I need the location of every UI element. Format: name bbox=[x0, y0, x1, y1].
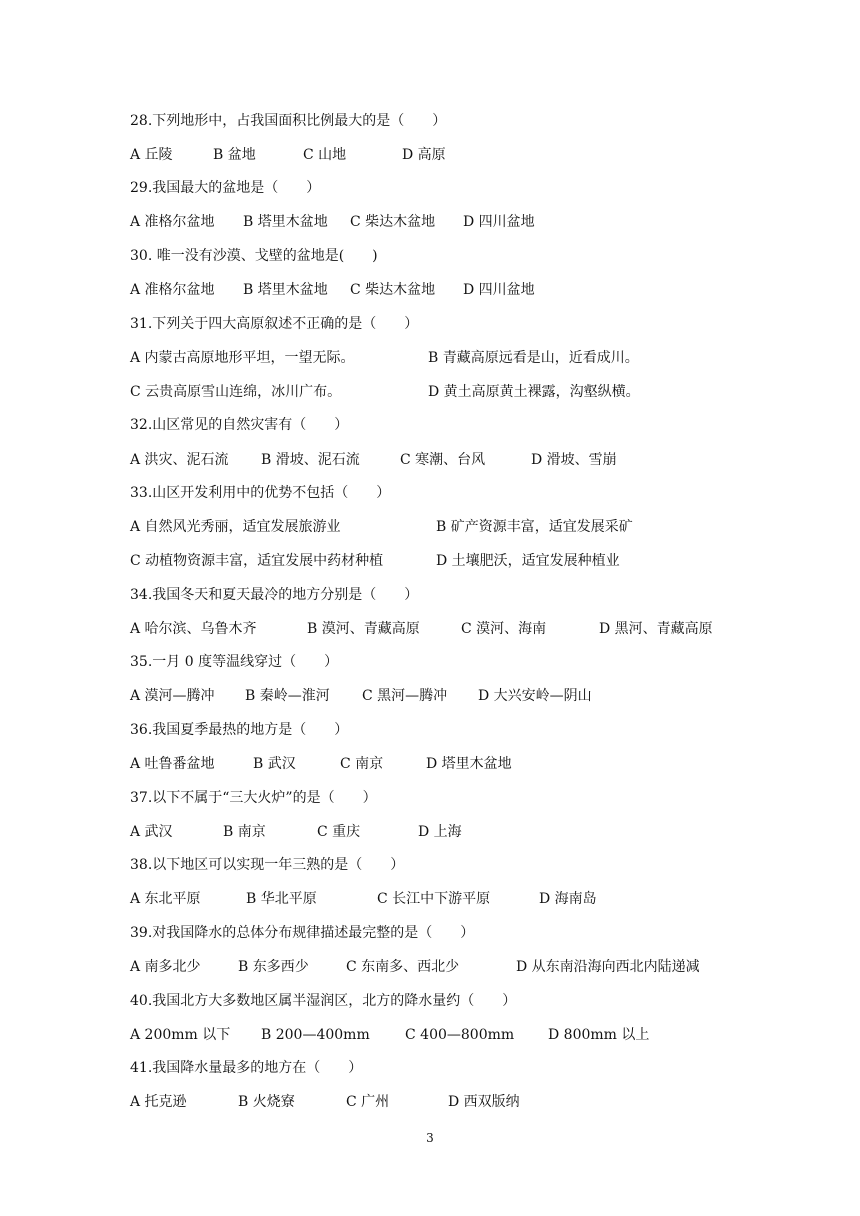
option-d: D 黑河、青藏高原 bbox=[599, 621, 713, 637]
option-a: A 吐鲁番盆地 bbox=[130, 756, 215, 772]
option-a: A 武汉 bbox=[130, 824, 173, 840]
option-b: B 塔里木盆地 bbox=[243, 214, 328, 230]
option-c: C 山地 bbox=[303, 147, 347, 163]
question-stem: 39.对我国降水的总体分布规律描述最完整的是（ ） bbox=[130, 925, 475, 941]
option-c: C 长江中下游平原 bbox=[377, 891, 491, 907]
question-stem: 41.我国降水量最多的地方在（ ） bbox=[130, 1060, 363, 1076]
option-c: C 动植物资源丰富，适宜发展中药材种植 bbox=[130, 553, 384, 569]
option-b: B 南京 bbox=[223, 824, 266, 840]
option-b: B 滑坡、泥石流 bbox=[261, 452, 360, 468]
option-b: B 武汉 bbox=[253, 756, 296, 772]
question-stem: 30. 唯一没有沙漠、戈壁的盆地是( ) bbox=[130, 248, 378, 264]
option-a: A 托克逊 bbox=[130, 1094, 187, 1110]
option-c: C 云贵高原雪山连绵，冰川广布。 bbox=[130, 384, 342, 400]
option-c: C 重庆 bbox=[317, 824, 361, 840]
option-a: A 丘陵 bbox=[130, 147, 173, 163]
option-a: A 准格尔盆地 bbox=[130, 282, 215, 298]
question-stem: 40.我国北方大多数地区属半湿润区，北方的降水量约（ ） bbox=[130, 993, 517, 1009]
option-d: D 800mm 以上 bbox=[548, 1027, 650, 1043]
option-c: C 400—800mm bbox=[405, 1027, 515, 1043]
option-c: C 广州 bbox=[346, 1094, 390, 1110]
option-b: B 华北平原 bbox=[246, 891, 317, 907]
question-stem: 28.下列地形中，占我国面积比例最大的是（ ） bbox=[130, 113, 447, 129]
option-a: A 漠河—腾冲 bbox=[130, 688, 215, 704]
option-c: C 东南多、西北少 bbox=[346, 959, 460, 975]
option-d: D 土壤肥沃，适宜发展种植业 bbox=[436, 553, 620, 569]
option-b: B 漠河、青藏高原 bbox=[307, 621, 420, 637]
option-b: B 秦岭—淮河 bbox=[245, 688, 330, 704]
question-stem: 36.我国夏季最热的地方是（ ） bbox=[130, 722, 349, 738]
option-d: D 海南岛 bbox=[539, 891, 597, 907]
option-a: A 哈尔滨、乌鲁木齐 bbox=[130, 621, 257, 637]
option-b: B 200—400mm bbox=[261, 1027, 370, 1043]
question-stem: 37.以下不属于“三大火炉”的是（ ） bbox=[130, 790, 377, 806]
option-d: D 从东南沿海向西北内陆递减 bbox=[516, 959, 700, 975]
option-d: D 大兴安岭—阴山 bbox=[478, 688, 592, 704]
option-c: C 漠河、海南 bbox=[461, 621, 547, 637]
option-a: A 南多北少 bbox=[130, 959, 201, 975]
option-b: B 盆地 bbox=[213, 147, 256, 163]
option-d: D 西双版纳 bbox=[448, 1094, 520, 1110]
option-a: A 200mm 以下 bbox=[130, 1027, 231, 1043]
option-a: A 内蒙古高原地形平坦，一望无际。 bbox=[130, 350, 355, 366]
option-c: C 寒潮、台风 bbox=[400, 452, 486, 468]
option-b: B 青藏高原远看是山，近看成川。 bbox=[428, 350, 639, 366]
option-b: B 矿产资源丰富，适宜发展采矿 bbox=[436, 519, 633, 535]
page-number: 3 bbox=[426, 1131, 434, 1145]
option-d: D 四川盆地 bbox=[463, 282, 535, 298]
option-d: D 四川盆地 bbox=[463, 214, 535, 230]
option-c: C 柴达木盆地 bbox=[350, 282, 436, 298]
option-d: D 上海 bbox=[418, 824, 462, 840]
option-c: C 黑河—腾冲 bbox=[362, 688, 448, 704]
option-d: D 塔里木盆地 bbox=[426, 756, 512, 772]
option-d: D 滑坡、雪崩 bbox=[531, 452, 617, 468]
option-d: D 黄土高原黄土裸露，沟壑纵横。 bbox=[428, 384, 640, 400]
option-a: A 自然风光秀丽，适宜发展旅游业 bbox=[130, 519, 341, 535]
option-c: C 柴达木盆地 bbox=[350, 214, 436, 230]
option-b: B 东多西少 bbox=[238, 959, 309, 975]
option-d: D 高原 bbox=[402, 147, 446, 163]
option-a: A 洪灾、泥石流 bbox=[130, 452, 229, 468]
option-a: A 准格尔盆地 bbox=[130, 214, 215, 230]
question-stem: 38.以下地区可以实现一年三熟的是（ ） bbox=[130, 857, 405, 873]
question-stem: 29.我国最大的盆地是（ ） bbox=[130, 180, 321, 196]
question-stem: 34.我国冬天和夏天最冷的地方分别是（ ） bbox=[130, 587, 419, 603]
option-b: B 火烧寮 bbox=[238, 1094, 295, 1110]
option-c: C 南京 bbox=[340, 756, 384, 772]
question-stem: 33.山区开发利用中的优势不包括（ ） bbox=[130, 485, 391, 501]
question-stem: 31.下列关于四大高原叙述不正确的是（ ） bbox=[130, 316, 419, 332]
option-a: A 东北平原 bbox=[130, 891, 201, 907]
question-stem: 32.山区常见的自然灾害有（ ） bbox=[130, 417, 349, 433]
option-b: B 塔里木盆地 bbox=[243, 282, 328, 298]
question-stem: 35.一月 0 度等温线穿过（ ） bbox=[130, 654, 339, 670]
